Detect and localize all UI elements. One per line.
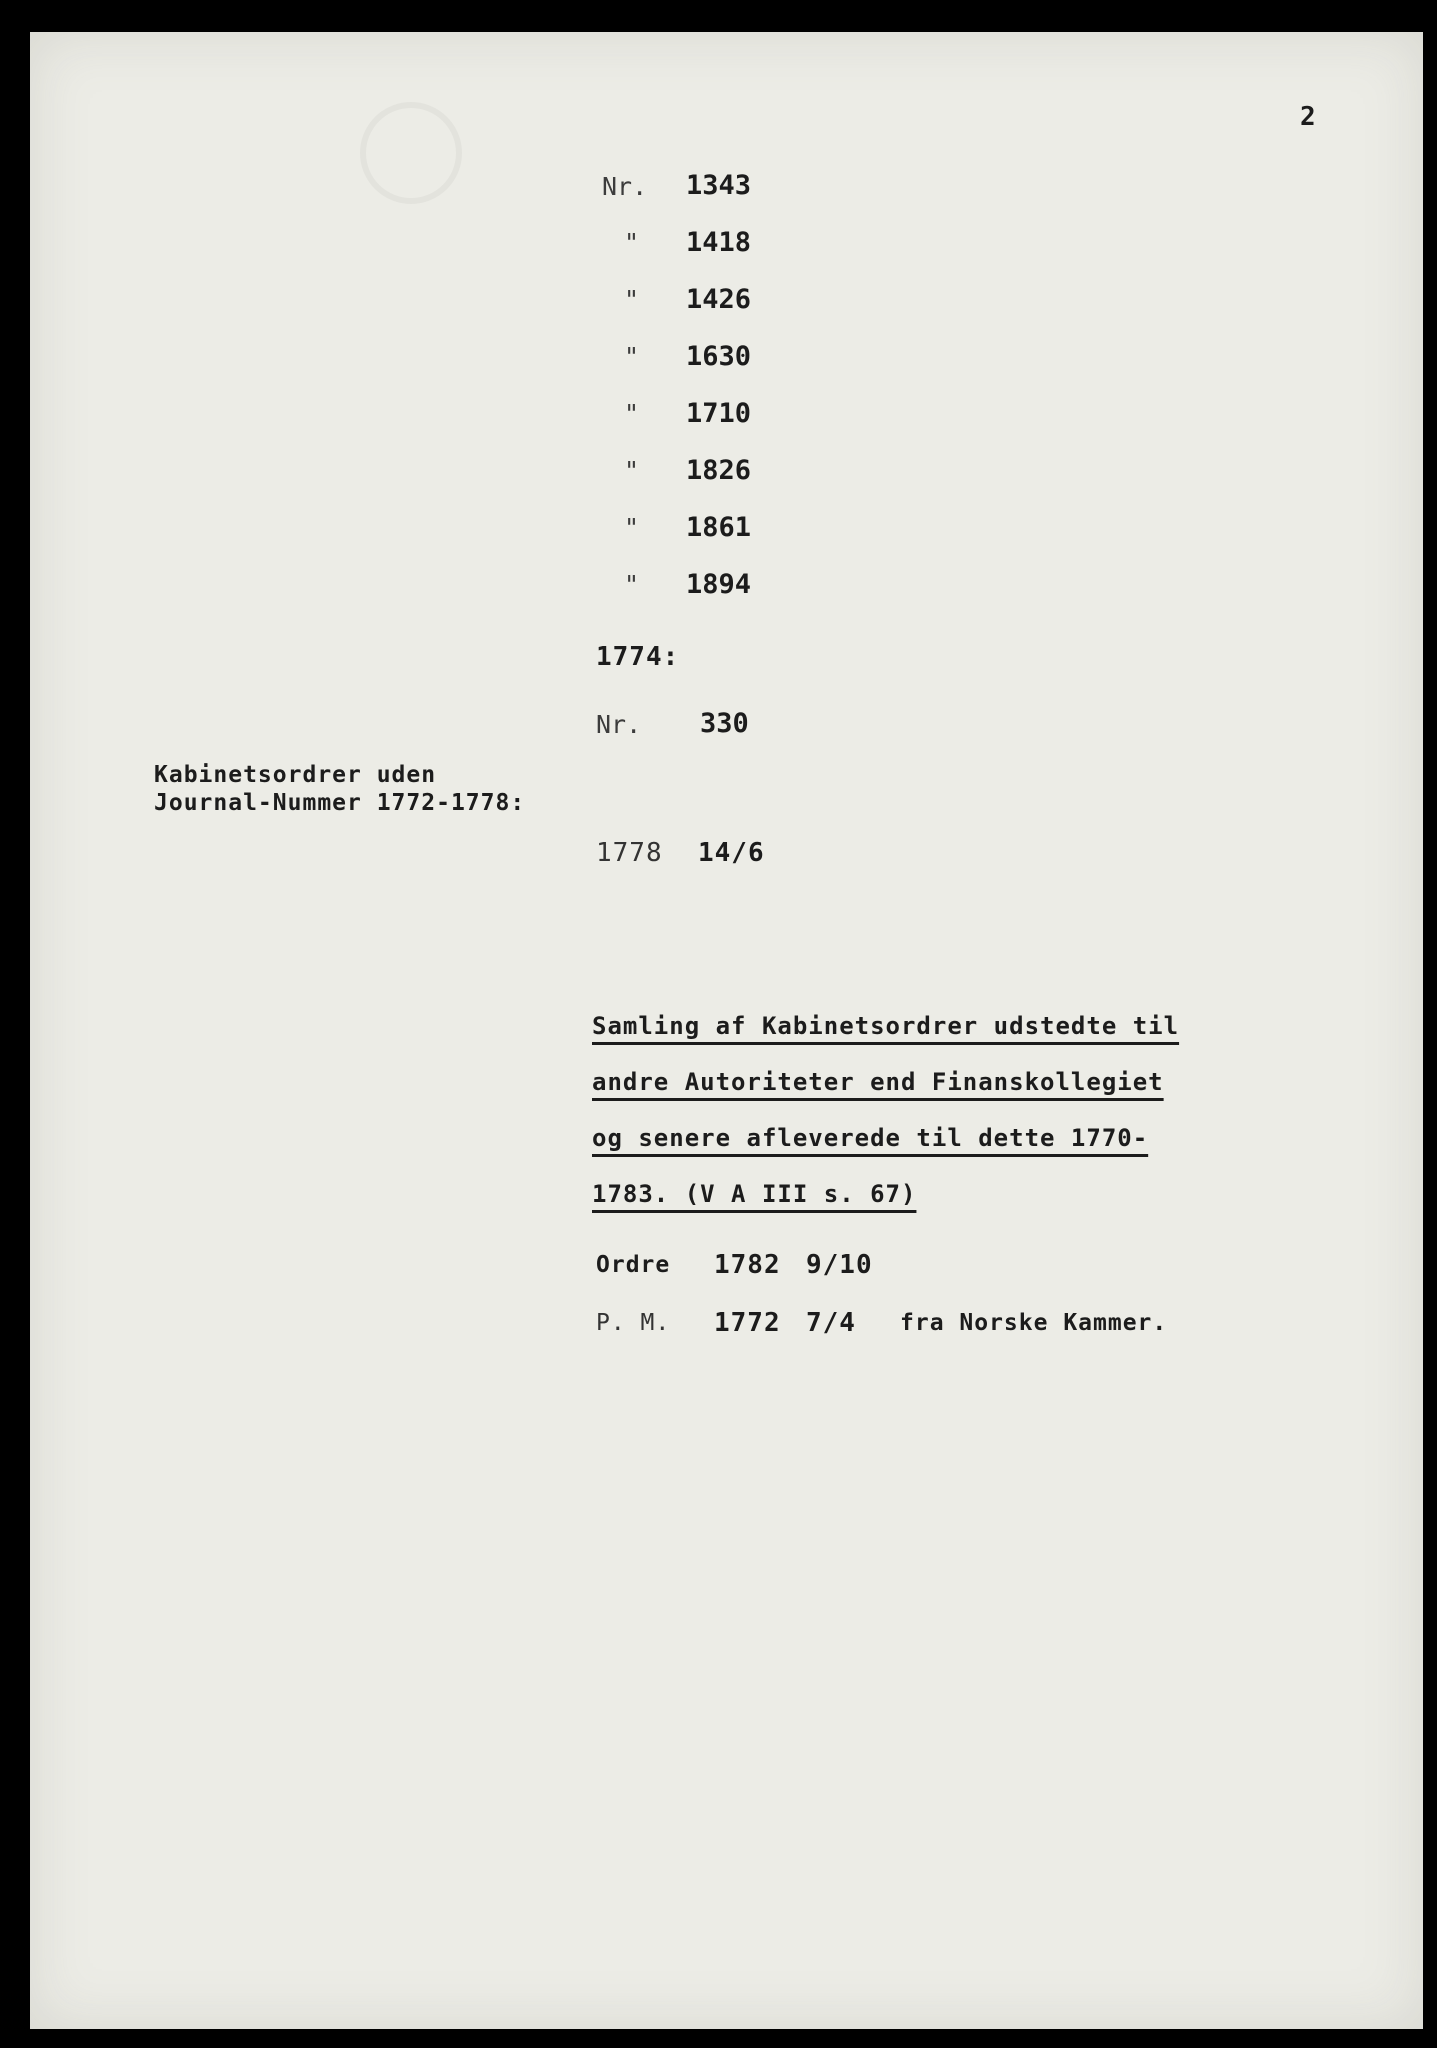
ditto-mark: " (624, 285, 640, 314)
faint-stamp (360, 102, 462, 204)
ditto-mark: " (624, 570, 640, 599)
pm-date: 7/4 (806, 1308, 856, 1338)
nr-label: Nr. (602, 172, 648, 201)
nr-number: 1861 (686, 512, 752, 543)
kabinet-heading-line1: Kabinetsordrer uden (154, 762, 437, 788)
ditto-mark: " (624, 399, 640, 428)
ordre-label: Ordre (596, 1252, 671, 1278)
samling-heading-line1: Samling af Kabinetsordrer udstedte til (592, 1012, 1180, 1040)
nr-number: 1418 (686, 227, 752, 258)
year-1774-heading: 1774: (596, 642, 680, 672)
nr-number: 1826 (686, 455, 752, 486)
nr-number: 1710 (686, 398, 752, 429)
ditto-mark: " (624, 228, 640, 257)
samling-heading-line4: 1783. (V A III s. 67) (592, 1180, 917, 1208)
ditto-mark: " (624, 342, 640, 371)
nr-label: Nr. (596, 710, 642, 739)
kabinet-entry-date: 14/6 (698, 838, 765, 868)
pm-label: P. M. (596, 1310, 671, 1336)
document-page (30, 32, 1423, 2029)
pm-text: fra Norske Kammer. (900, 1310, 1168, 1336)
ordre-date: 9/10 (806, 1250, 873, 1280)
samling-heading-line3: og senere afleverede til dette 1770- (592, 1124, 1149, 1152)
page-number: 2 (1300, 102, 1317, 132)
nr-number: 1426 (686, 284, 752, 315)
nr-number: 330 (700, 708, 749, 739)
ditto-mark: " (624, 456, 640, 485)
kabinet-heading-line2: Journal-Nummer 1772-1778: (154, 790, 526, 816)
nr-number: 1894 (686, 569, 752, 600)
samling-heading-line2: andre Autoriteter end Finanskollegiet (592, 1068, 1164, 1096)
kabinet-entry-year: 1778 (596, 838, 663, 868)
ordre-year: 1782 (714, 1250, 781, 1280)
pm-year: 1772 (714, 1308, 781, 1338)
nr-number: 1630 (686, 341, 752, 372)
ditto-mark: " (624, 513, 640, 542)
nr-number: 1343 (686, 170, 752, 201)
